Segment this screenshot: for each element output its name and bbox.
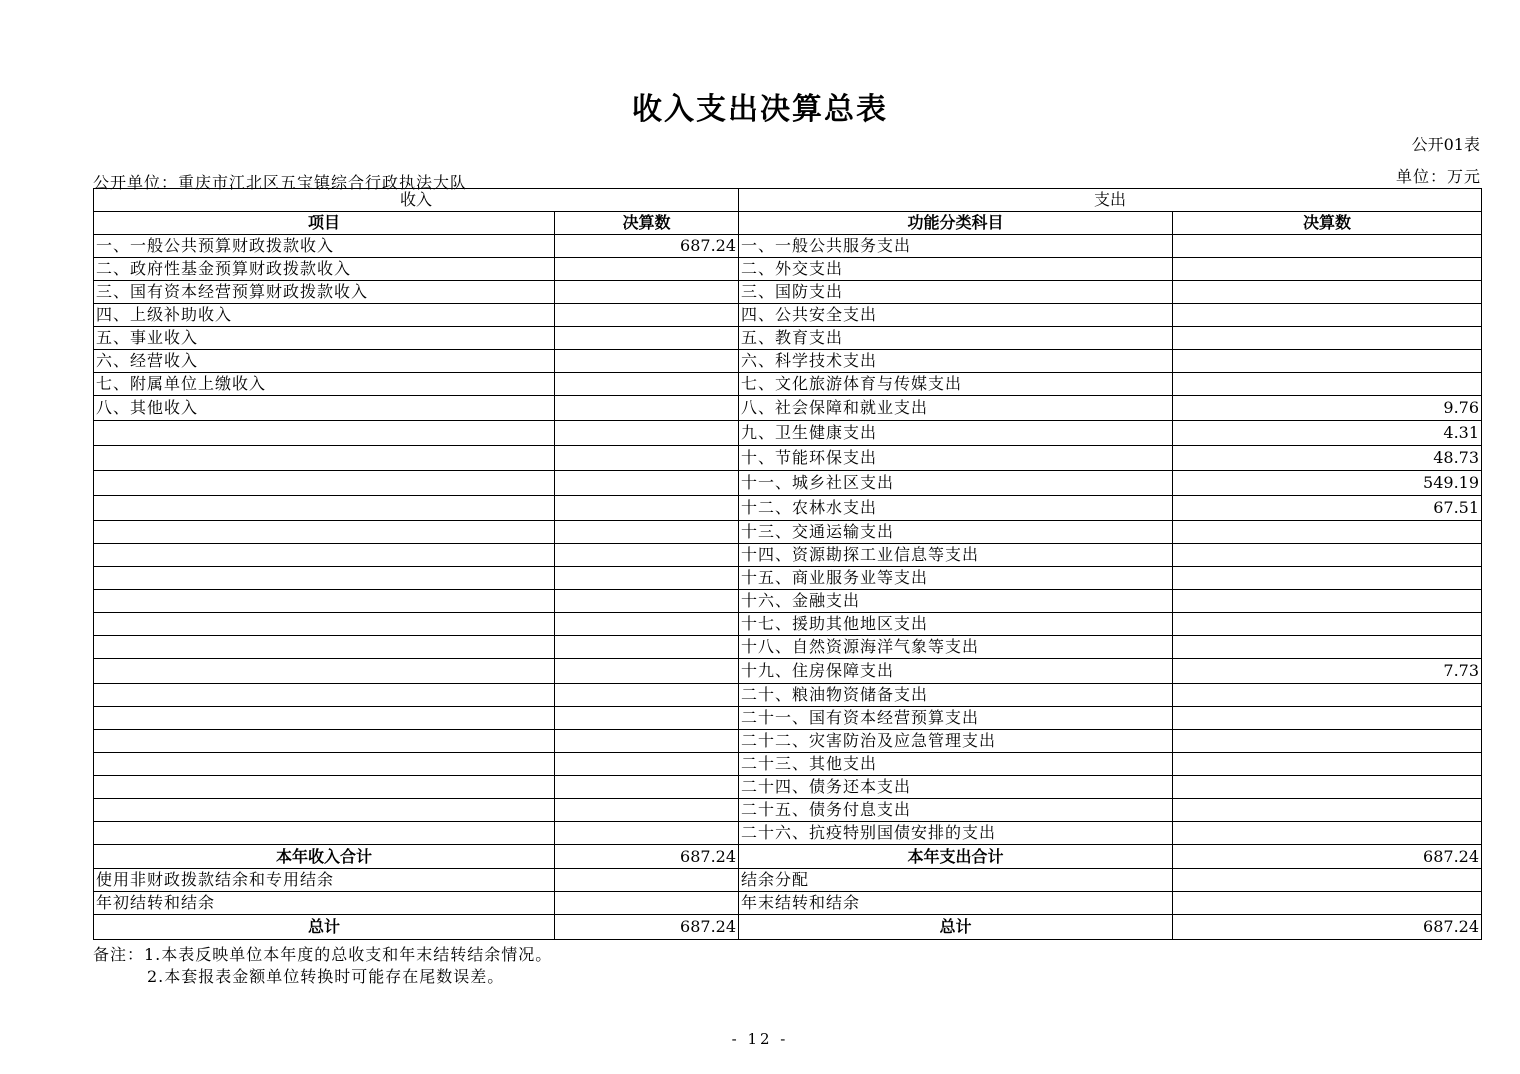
income-amount bbox=[555, 636, 739, 659]
table-row bbox=[94, 636, 1482, 659]
table-row bbox=[94, 373, 1482, 396]
expense-item: 二十、粮油物资储备支出 bbox=[739, 684, 1173, 707]
expense-amount: 67.51 bbox=[1173, 496, 1482, 521]
expense-amount bbox=[1173, 707, 1482, 730]
notes bbox=[93, 944, 552, 988]
expense-total-value: 687.24 bbox=[1173, 845, 1482, 869]
table-row bbox=[94, 327, 1482, 350]
income-item: 七、附属单位上缴收入 bbox=[94, 373, 555, 396]
expense-amount bbox=[1173, 281, 1482, 304]
income-amount bbox=[555, 799, 739, 822]
table-row bbox=[94, 730, 1482, 753]
expense-amount bbox=[1173, 373, 1482, 396]
expense-amount bbox=[1173, 799, 1482, 822]
column-header-row bbox=[94, 212, 1482, 235]
table-row bbox=[94, 304, 1482, 327]
expense-item: 二十六、抗疫特别国债安排的支出 bbox=[739, 822, 1173, 845]
expense-item: 六、科学技术支出 bbox=[739, 350, 1173, 373]
expense-amount: 7.73 bbox=[1173, 659, 1482, 684]
expense-amount bbox=[1173, 590, 1482, 613]
income-item: 四、上级补助收入 bbox=[94, 304, 555, 327]
income-amount bbox=[555, 446, 739, 471]
expense-amount: 48.73 bbox=[1173, 446, 1482, 471]
income-item bbox=[94, 496, 555, 521]
expense-amount bbox=[1173, 544, 1482, 567]
income-total-value: 687.24 bbox=[555, 845, 739, 869]
expense-amount bbox=[1173, 327, 1482, 350]
expense-item: 十六、金融支出 bbox=[739, 590, 1173, 613]
income-item bbox=[94, 471, 555, 496]
income-item: 年初结转和结余 bbox=[94, 892, 555, 915]
income-item bbox=[94, 636, 555, 659]
income-item: 三、国有资本经营预算财政拨款收入 bbox=[94, 281, 555, 304]
expense-item: 十三、交通运输支出 bbox=[739, 521, 1173, 544]
income-item bbox=[94, 707, 555, 730]
income-amount bbox=[555, 822, 739, 845]
income-section-header: 收入 bbox=[94, 189, 739, 212]
expense-amount bbox=[1173, 350, 1482, 373]
expense-amount: 9.76 bbox=[1173, 396, 1482, 421]
income-item bbox=[94, 521, 555, 544]
expense-amount bbox=[1173, 521, 1482, 544]
expense-item: 二、外交支出 bbox=[739, 258, 1173, 281]
table-row bbox=[94, 421, 1482, 446]
income-item bbox=[94, 659, 555, 684]
income-amount bbox=[555, 684, 739, 707]
expense-amount bbox=[1173, 892, 1482, 915]
grand-income-label: 总计 bbox=[94, 915, 555, 940]
table-row bbox=[94, 281, 1482, 304]
income-amount bbox=[555, 730, 739, 753]
section-header-row bbox=[94, 189, 1482, 212]
table-row bbox=[94, 396, 1482, 421]
expense-total-label: 本年支出合计 bbox=[739, 845, 1173, 869]
expense-item: 十七、援助其他地区支出 bbox=[739, 613, 1173, 636]
expense-item: 二十二、灾害防治及应急管理支出 bbox=[739, 730, 1173, 753]
income-item bbox=[94, 776, 555, 799]
income-amount bbox=[555, 281, 739, 304]
expense-item: 十四、资源勘探工业信息等支出 bbox=[739, 544, 1173, 567]
expense-amount bbox=[1173, 776, 1482, 799]
currency-unit: 单位：万元 bbox=[1395, 167, 1481, 186]
expense-item: 七、文化旅游体育与传媒支出 bbox=[739, 373, 1173, 396]
income-amount bbox=[555, 471, 739, 496]
table-row bbox=[94, 521, 1482, 544]
income-amount bbox=[555, 567, 739, 590]
expense-item: 八、社会保障和就业支出 bbox=[739, 396, 1173, 421]
expense-amount bbox=[1173, 258, 1482, 281]
expense-item: 四、公共安全支出 bbox=[739, 304, 1173, 327]
table-row bbox=[94, 544, 1482, 567]
expense-item: 一、一般公共服务支出 bbox=[739, 235, 1173, 258]
income-item bbox=[94, 613, 555, 636]
expense-item: 九、卫生健康支出 bbox=[739, 421, 1173, 446]
grand-total-row bbox=[94, 915, 1482, 940]
income-item bbox=[94, 822, 555, 845]
income-amount bbox=[555, 590, 739, 613]
table-row bbox=[94, 659, 1482, 684]
page-number: - 12 - bbox=[731, 1030, 789, 1048]
expense-item: 十二、农林水支出 bbox=[739, 496, 1173, 521]
income-item: 二、政府性基金预算财政拨款收入 bbox=[94, 258, 555, 281]
expense-item: 十、节能环保支出 bbox=[739, 446, 1173, 471]
income-total-label: 本年收入合计 bbox=[94, 845, 555, 869]
income-amount bbox=[555, 304, 739, 327]
table-row bbox=[94, 892, 1482, 915]
income-amount: 687.24 bbox=[555, 235, 739, 258]
income-amount bbox=[555, 659, 739, 684]
table-row bbox=[94, 799, 1482, 822]
table-row bbox=[94, 567, 1482, 590]
grand-expense-value: 687.24 bbox=[1173, 915, 1482, 940]
note-line-2: 2.本套报表金额单位转换时可能存在尾数误差。 bbox=[147, 967, 505, 986]
expense-amount: 549.19 bbox=[1173, 471, 1482, 496]
income-item bbox=[94, 567, 555, 590]
table-row bbox=[94, 258, 1482, 281]
income-amount bbox=[555, 707, 739, 730]
table-row bbox=[94, 684, 1482, 707]
income-item: 六、经营收入 bbox=[94, 350, 555, 373]
income-item: 五、事业收入 bbox=[94, 327, 555, 350]
income-amount bbox=[555, 396, 739, 421]
form-number: 公开01表 bbox=[1411, 135, 1480, 154]
income-item bbox=[94, 421, 555, 446]
table-row bbox=[94, 590, 1482, 613]
revenue-expenditure-table bbox=[93, 188, 1482, 940]
table-row bbox=[94, 446, 1482, 471]
expense-amount bbox=[1173, 613, 1482, 636]
income-amount bbox=[555, 776, 739, 799]
expense-item: 十八、自然资源海洋气象等支出 bbox=[739, 636, 1173, 659]
income-amount bbox=[555, 613, 739, 636]
income-amount bbox=[555, 892, 739, 915]
expense-item: 五、教育支出 bbox=[739, 327, 1173, 350]
expense-amount bbox=[1173, 235, 1482, 258]
expense-item: 二十五、债务付息支出 bbox=[739, 799, 1173, 822]
expense-amount bbox=[1173, 567, 1482, 590]
income-item: 八、其他收入 bbox=[94, 396, 555, 421]
income-amount bbox=[555, 496, 739, 521]
col-header-income-amount: 决算数 bbox=[555, 212, 739, 235]
income-item bbox=[94, 684, 555, 707]
income-item bbox=[94, 730, 555, 753]
table-row bbox=[94, 613, 1482, 636]
table-row bbox=[94, 753, 1482, 776]
expense-item: 二十三、其他支出 bbox=[739, 753, 1173, 776]
income-amount bbox=[555, 421, 739, 446]
annual-total-row bbox=[94, 845, 1482, 869]
income-item bbox=[94, 799, 555, 822]
income-item bbox=[94, 544, 555, 567]
expense-item: 三、国防支出 bbox=[739, 281, 1173, 304]
col-header-function-category: 功能分类科目 bbox=[739, 212, 1173, 235]
reporting-unit: 公开单位：重庆市江北区五宝镇综合行政执法大队 bbox=[93, 173, 468, 192]
note-line-1: 备注：1.本表反映单位本年度的总收支和年末结转结余情况。 bbox=[93, 945, 553, 964]
expense-amount bbox=[1173, 636, 1482, 659]
table-row bbox=[94, 350, 1482, 373]
expense-amount bbox=[1173, 753, 1482, 776]
income-amount bbox=[555, 350, 739, 373]
table-row bbox=[94, 822, 1482, 845]
header-info bbox=[93, 164, 1481, 192]
income-amount bbox=[555, 753, 739, 776]
income-item bbox=[94, 590, 555, 613]
income-item: 一、一般公共预算财政拨款收入 bbox=[94, 235, 555, 258]
expense-item: 十九、住房保障支出 bbox=[739, 659, 1173, 684]
table-row bbox=[94, 776, 1482, 799]
col-header-item: 项目 bbox=[94, 212, 555, 235]
expense-item: 二十四、债务还本支出 bbox=[739, 776, 1173, 799]
income-amount bbox=[555, 373, 739, 396]
income-amount bbox=[555, 327, 739, 350]
income-amount bbox=[555, 521, 739, 544]
expense-item: 十五、商业服务业等支出 bbox=[739, 567, 1173, 590]
expense-item: 年末结转和结余 bbox=[739, 892, 1173, 915]
income-item: 使用非财政拨款结余和专用结余 bbox=[94, 869, 555, 892]
expense-item: 十一、城乡社区支出 bbox=[739, 471, 1173, 496]
grand-expense-label: 总计 bbox=[739, 915, 1173, 940]
expense-amount bbox=[1173, 822, 1482, 845]
expense-amount bbox=[1173, 730, 1482, 753]
expense-item: 结余分配 bbox=[739, 869, 1173, 892]
expense-amount bbox=[1173, 684, 1482, 707]
income-item bbox=[94, 753, 555, 776]
income-amount bbox=[555, 869, 739, 892]
page-title: 收入支出决算总表 bbox=[632, 92, 888, 127]
table-row bbox=[94, 869, 1482, 892]
expense-item: 二十一、国有资本经营预算支出 bbox=[739, 707, 1173, 730]
income-item bbox=[94, 446, 555, 471]
table-row bbox=[94, 496, 1482, 521]
expense-amount: 4.31 bbox=[1173, 421, 1482, 446]
table-row bbox=[94, 471, 1482, 496]
table-row bbox=[94, 707, 1482, 730]
table-row bbox=[94, 235, 1482, 258]
expense-section-header: 支出 bbox=[739, 189, 1482, 212]
expense-amount bbox=[1173, 304, 1482, 327]
expense-amount bbox=[1173, 869, 1482, 892]
income-amount bbox=[555, 544, 739, 567]
grand-income-value: 687.24 bbox=[555, 915, 739, 940]
col-header-expense-amount: 决算数 bbox=[1173, 212, 1482, 235]
income-amount bbox=[555, 258, 739, 281]
